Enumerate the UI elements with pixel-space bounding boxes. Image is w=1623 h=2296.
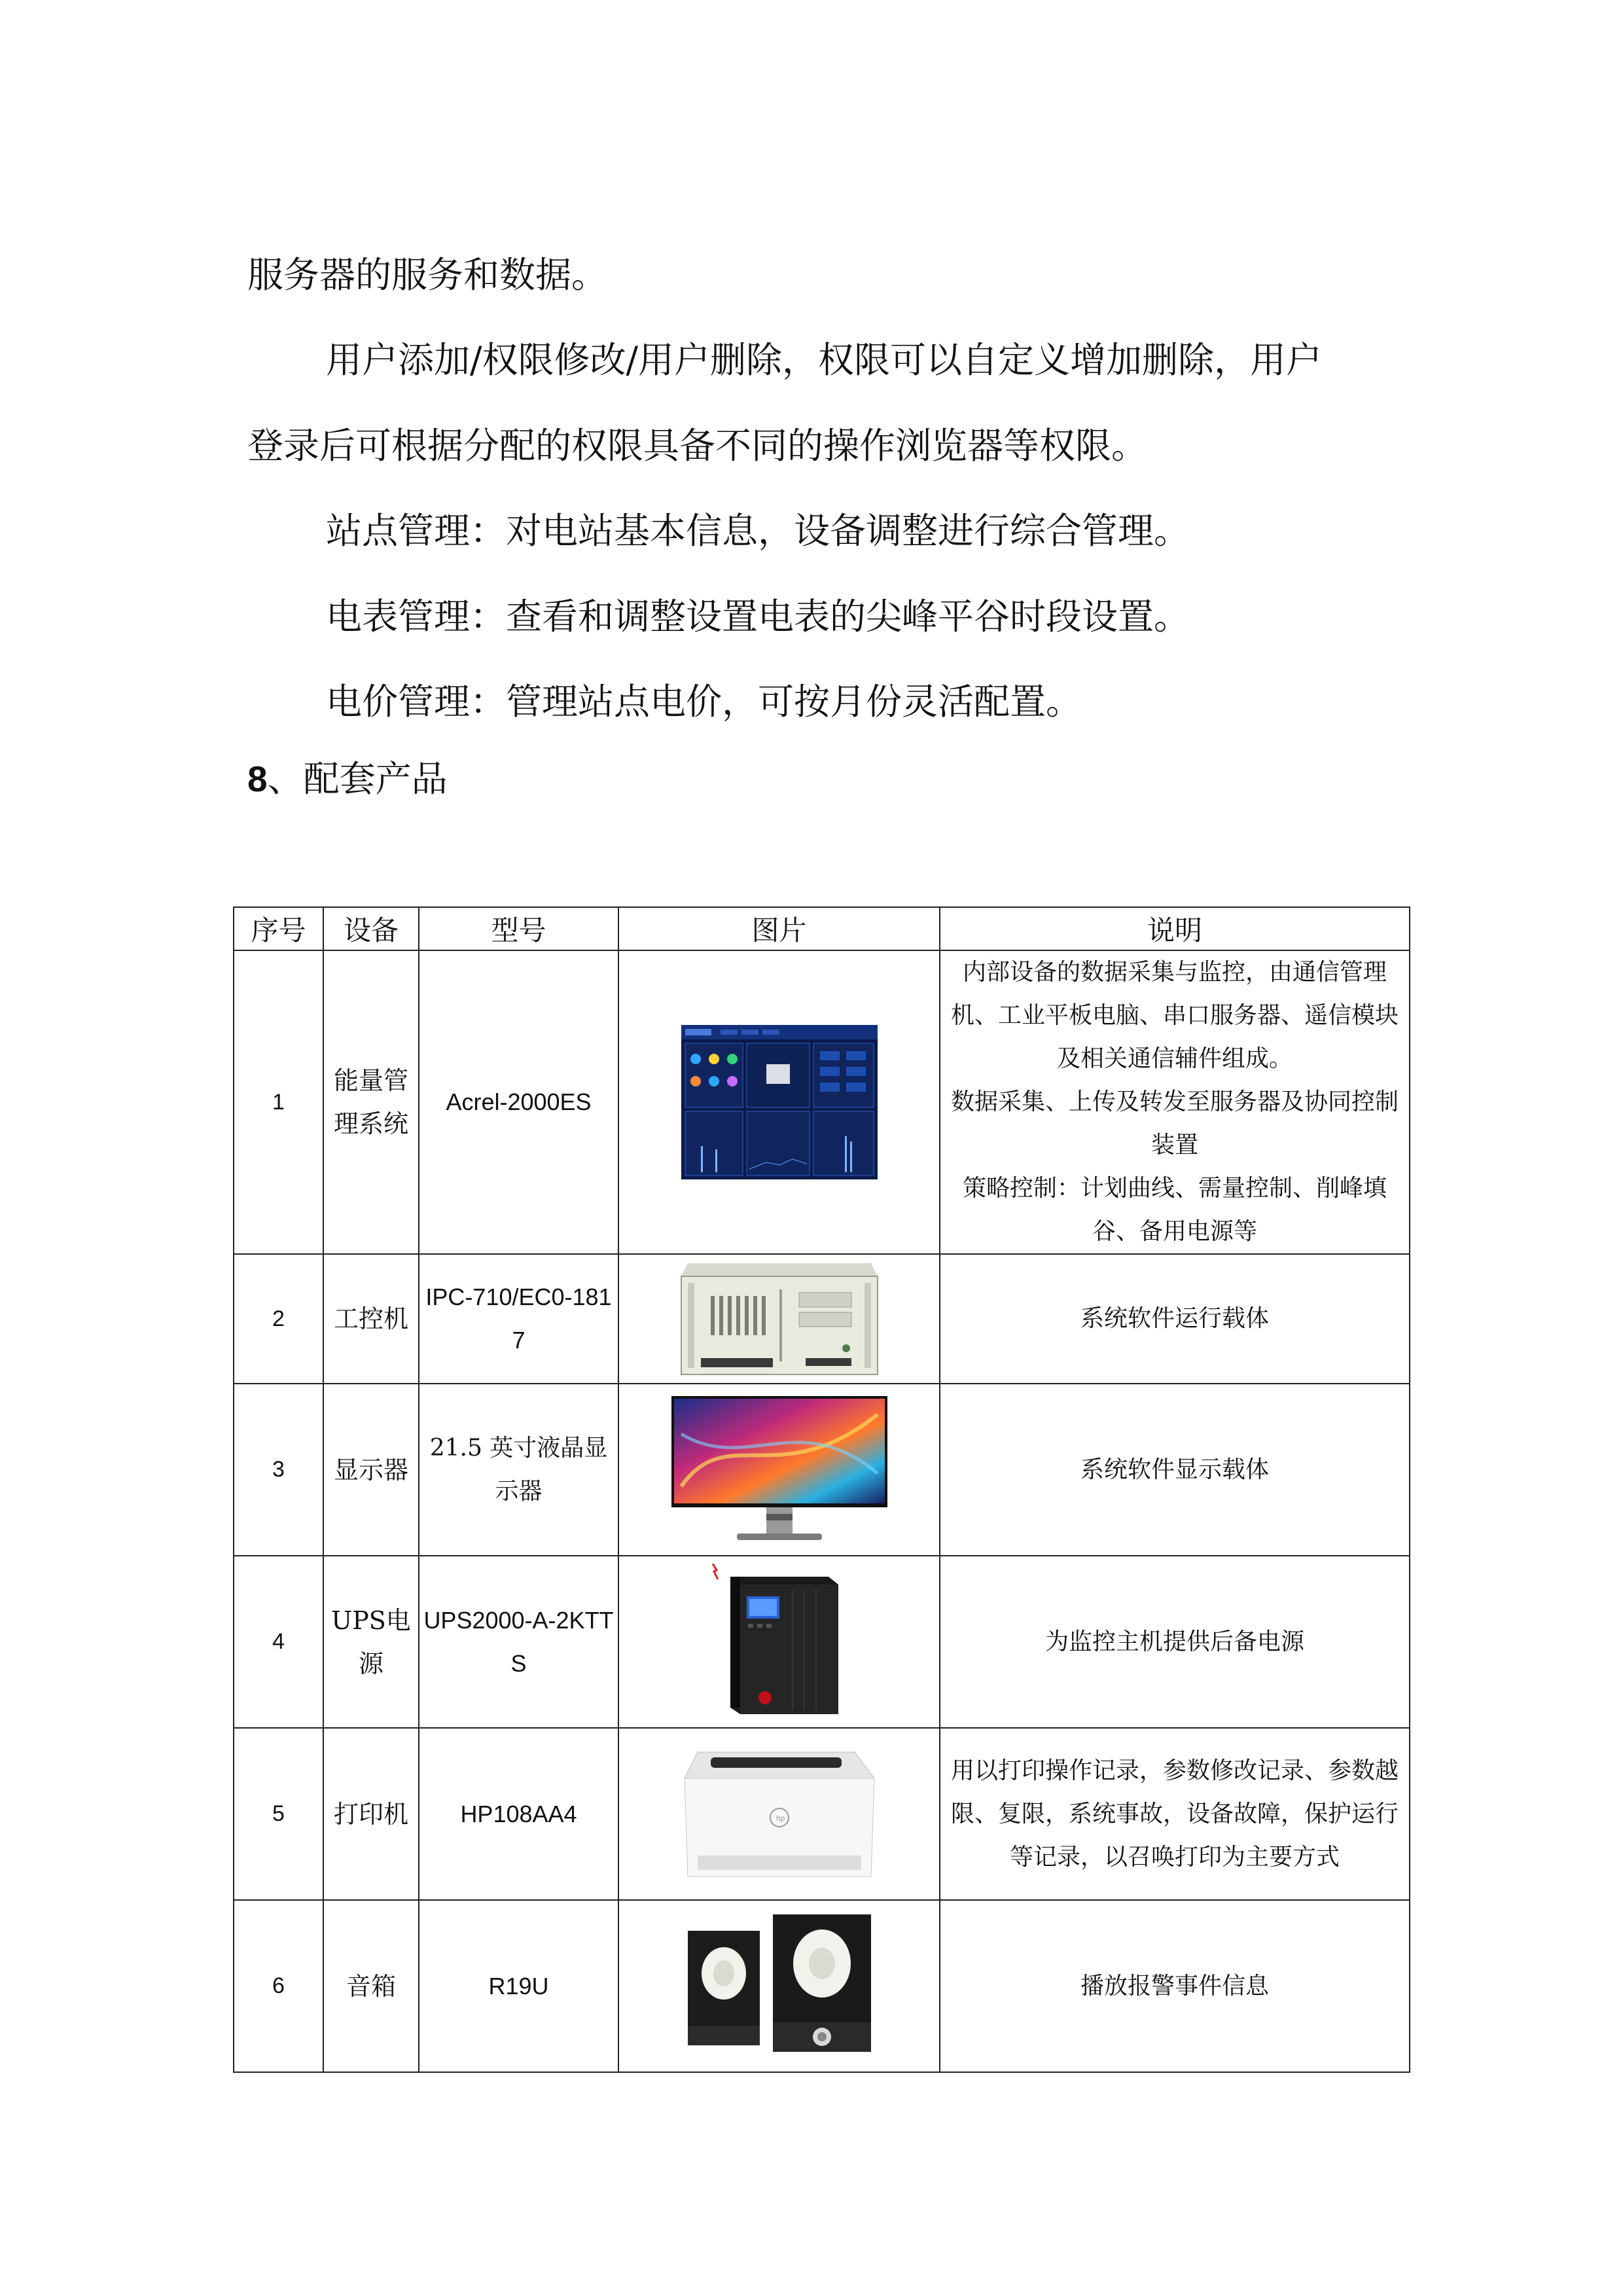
description (940, 1384, 1410, 1556)
paragraph-6: 电价管理：管理站点电价，可按月份灵活配置。 (326, 681, 1082, 723)
device-name: UPS电源 (323, 1556, 419, 1728)
laser-printer-image (671, 1739, 887, 1890)
description-line: 系统软件运行载体 (1080, 1305, 1269, 1332)
ups-unit-image (707, 1564, 851, 1721)
product-image-cell (618, 1556, 940, 1728)
device-name: 音箱 (323, 1900, 419, 2072)
row-number: 1 (234, 950, 323, 1254)
product-image-cell (618, 1900, 940, 2072)
header-image: 图片 (618, 907, 940, 950)
table-row (234, 1728, 1410, 1900)
model-number: UPS2000-A-2KTTS (419, 1556, 618, 1728)
description-line: 播放报警事件信息 (1080, 1972, 1269, 2000)
device-name: 打印机 (323, 1728, 419, 1900)
row-number: 2 (234, 1254, 323, 1384)
paragraph-3: 登录后可根据分配的权限具备不同的操作浏览器等权限。 (247, 425, 1148, 467)
row-number: 4 (234, 1556, 323, 1728)
description-line: 为监控主机提供后备电源 (1044, 1628, 1304, 1655)
model-number: R19U (419, 1900, 618, 2072)
device-name: 显示器 (323, 1384, 419, 1556)
header-device: 设备 (323, 907, 419, 950)
model-number: 21.5 英寸液晶显示器 (419, 1384, 618, 1556)
industrial-pc-image (675, 1257, 884, 1381)
speakers-image (675, 1911, 884, 2062)
paragraph-2: 用户添加/权限修改/用户删除，权限可以自定义增加删除，用户 (326, 339, 1323, 381)
table-row (234, 1254, 1410, 1384)
description (940, 1254, 1410, 1384)
section-heading (247, 759, 448, 798)
section-title: 、配套产品 (267, 758, 448, 800)
product-image-cell (618, 1384, 940, 1556)
description-line: 内部设备的数据采集与监控，由通信管理机、工业平板电脑、串口服务器、遥信模块及相关通信辅件组成。 (950, 959, 1399, 1072)
section-number: 8 (247, 759, 268, 799)
table-row (234, 1556, 1410, 1728)
description (940, 950, 1410, 1254)
row-number: 3 (234, 1384, 323, 1556)
svg-text:hp: hp (776, 1813, 785, 1823)
row-number: 6 (234, 1900, 323, 2072)
description-line: 系统软件显示载体 (1080, 1456, 1269, 1483)
description-line: 数据采集、上传及转发至服务器及协同控制装置 (950, 1088, 1399, 1158)
paragraph-5: 电表管理：查看和调整设置电表的尖峰平谷时段设置。 (326, 596, 1190, 637)
model-number: IPC-710/EC0-1817 (419, 1254, 618, 1384)
table-row (234, 1900, 1410, 2072)
product-image-cell (618, 1728, 940, 1900)
header-model: 型号 (419, 907, 618, 950)
device-name: 工控机 (323, 1254, 419, 1384)
model-number: HP108AA4 (419, 1728, 618, 1900)
description-line: 策略控制：计划曲线、需量控制、削峰填谷、备用电源等 (962, 1175, 1387, 1245)
table-row (234, 950, 1410, 1254)
dashboard-screenshot-image (681, 1025, 878, 1179)
product-image-cell (618, 1254, 940, 1384)
description (940, 1556, 1410, 1728)
table-header-row (234, 907, 1410, 950)
row-number: 5 (234, 1728, 323, 1900)
table-row (234, 1384, 1410, 1556)
paragraph-1: 服务器的服务和数据。 (247, 254, 608, 296)
product-image-cell (618, 950, 940, 1254)
description-line: 用以打印操作记录，参数修改记录、参数越限、复限，系统事故，设备故障，保护运行等记录，以召唤打印为主要方式 (950, 1757, 1399, 1871)
paragraph-4: 站点管理：对电站基本信息，设备调整进行综合管理。 (326, 510, 1190, 552)
model-number: Acrel-2000ES (419, 950, 618, 1254)
products-table (233, 906, 1410, 2073)
header-no: 序号 (234, 907, 323, 950)
header-description: 说明 (940, 907, 1410, 950)
lcd-monitor-image (668, 1395, 891, 1545)
description (940, 1900, 1410, 2072)
description (940, 1728, 1410, 1900)
device-name: 能量管理系统 (323, 950, 419, 1254)
